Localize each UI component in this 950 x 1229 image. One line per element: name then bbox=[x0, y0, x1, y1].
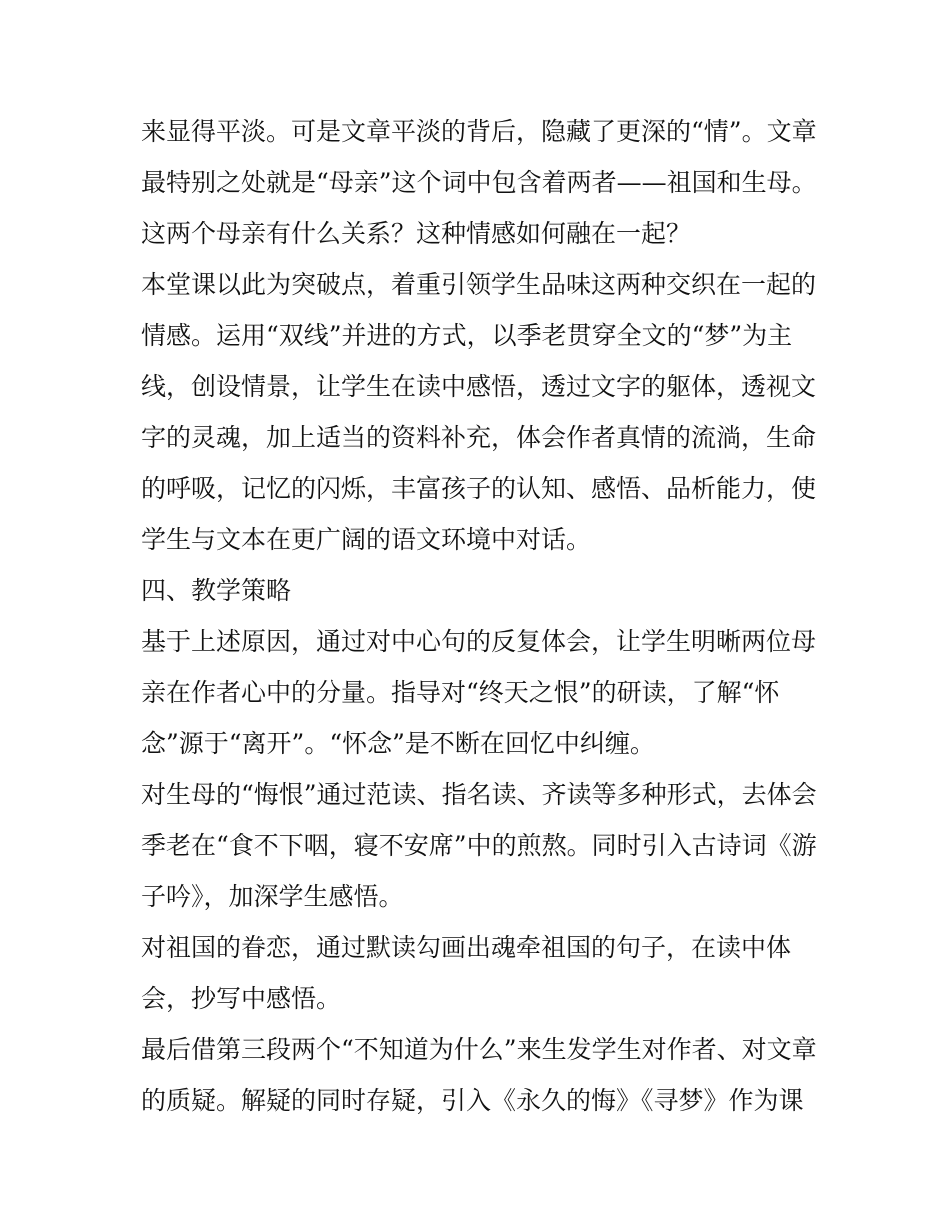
paragraph-motherland: 对祖国的眷恋，通过默读勾画出魂牵祖国的句子，在读中体会，抄写中感悟。 bbox=[141, 933, 792, 1013]
paragraph-final-questioning: 最后借第三段两个“不知道为什么”来生发学生对作者、对文章的质疑。解疑的同时存疑，引入《永久的悔》《寻梦》作为课 bbox=[141, 1035, 817, 1115]
paragraph-emotion-intro: 来显得平淡。可是文章平淡的背后，隐藏了更深的“情”。文章最特别之处就是“母亲”这个词中包含着两者——祖国和生母。这两个母亲有什么关系？这种情感如何融在一起？ bbox=[141, 117, 817, 248]
section-heading-teaching-strategy: 四、教学策略 bbox=[141, 576, 292, 605]
paragraph-birth-mother: 对生母的“悔恨”通过范读、指名读、齐读等多种形式，去体会季老在“食不下咽，寝不安席”中的煎熬。同时引入古诗词《游子吟》，加深学生感悟。 bbox=[141, 780, 817, 911]
paragraph-strategy-basis: 基于上述原因，通过对中心句的反复体会，让学生明晰两位母亲在作者心中的分量。指导对“终天之恨”的研读，了解“怀念”源于“离开”。“怀念”是不断在回忆中纠缠。 bbox=[141, 627, 817, 758]
paragraph-lesson-focus: 本堂课以此为突破点，着重引领学生品味这两种交织在一起的情感。运用“双线”并进的方式，以季老贯穿全文的“梦”为主线，创设情景，让学生在读中感悟，透过文字的躯体，透视文字的灵魂，加上适当的资料补充，体会作者真情的流淌，生命的呼吸，记忆的闪烁，丰富孩子的认知、感悟、品析能力，使学生与文本在更广阔的语文环境中对话。 bbox=[141, 270, 817, 554]
